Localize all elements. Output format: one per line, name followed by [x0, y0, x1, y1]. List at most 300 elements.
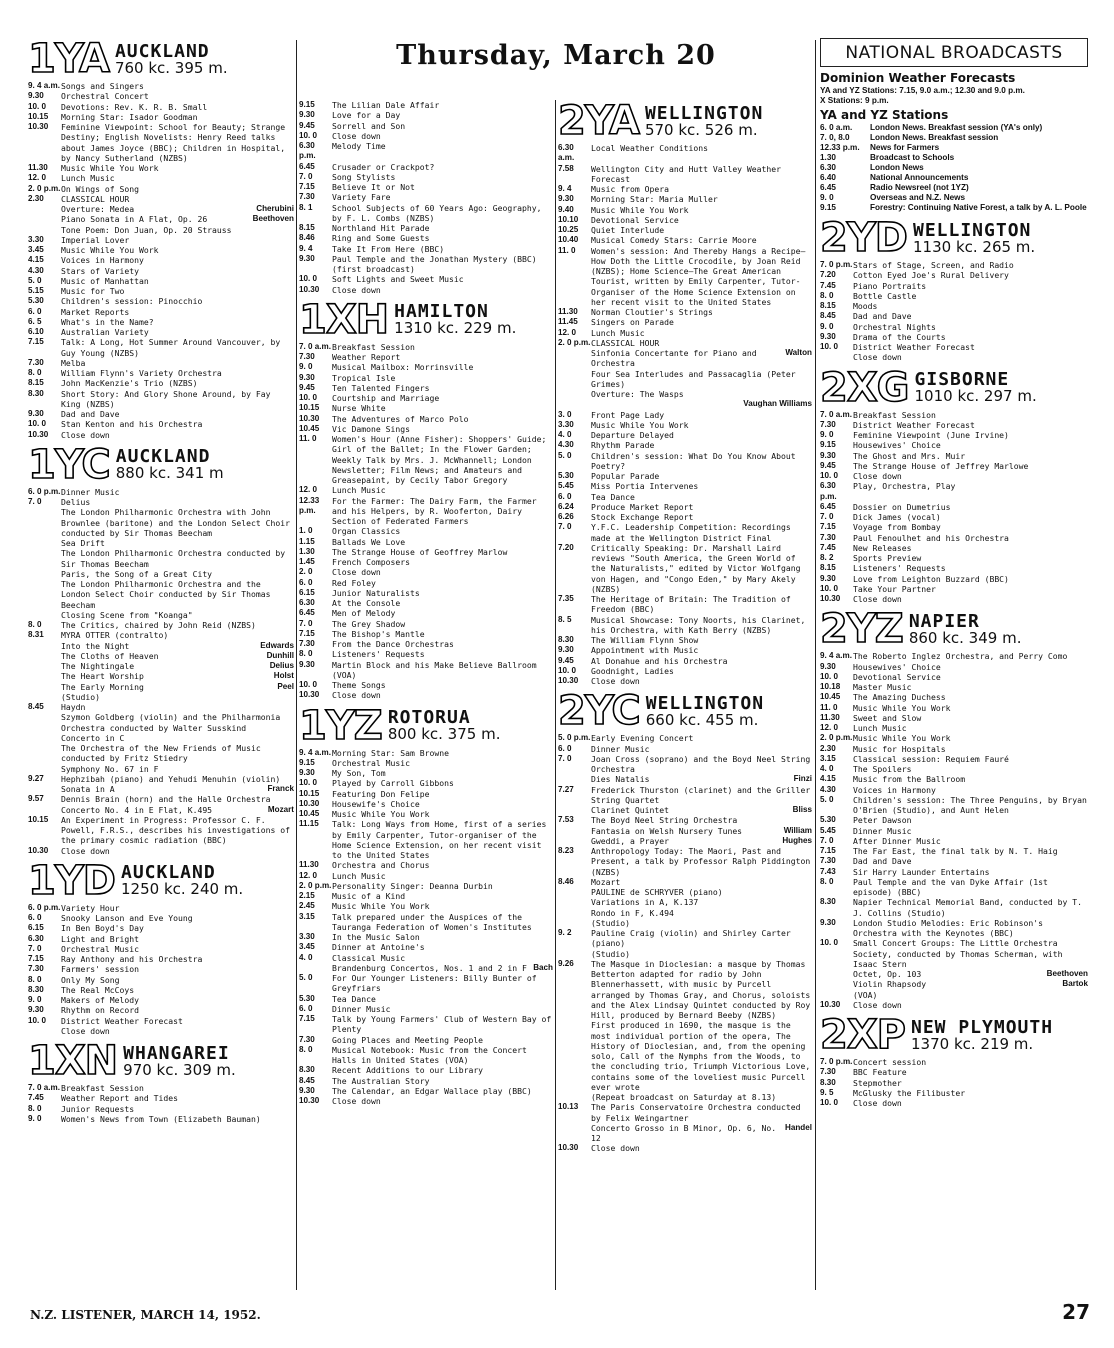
- schedule-row: [299, 1096, 553, 1106]
- schedule-row: [820, 461, 1088, 471]
- schedule-desc: Variety Fare: [332, 192, 391, 203]
- yayz-heading: YA and YZ Stations: [820, 108, 949, 122]
- schedule-row: [820, 1000, 1088, 1010]
- schedule-row: [299, 608, 553, 618]
- schedule-desc: (Studio): [591, 917, 630, 928]
- schedule-time: [558, 389, 591, 399]
- schedule-row: [28, 610, 294, 620]
- schedule-row: [558, 184, 812, 194]
- schedule-row: [820, 543, 1088, 553]
- schedule-time: 7. 0: [558, 522, 572, 532]
- schedule-desc: [61, 651, 294, 661]
- schedule-desc: Love for a Day: [332, 110, 401, 121]
- schedule-row: [558, 215, 812, 225]
- schedule-time: 8. 0: [28, 620, 42, 629]
- schedule-time: 10. 0: [299, 393, 318, 402]
- schedule-desc: Produce Market Report: [591, 501, 694, 512]
- schedule-desc: News for Farmers: [870, 143, 940, 152]
- schedule-desc: Overseas and N.Z. News: [870, 193, 966, 202]
- schedule-desc: Weather Report and Tides: [61, 1093, 178, 1104]
- schedule-row: [28, 661, 294, 671]
- schedule-row: [558, 594, 812, 615]
- station-city: WELLINGTON: [913, 219, 1032, 241]
- schedule-time: 8.15: [28, 378, 44, 388]
- spacer: [558, 1154, 812, 1158]
- schedule-row: [820, 826, 1088, 836]
- schedule-time: 7.30: [820, 419, 836, 429]
- schedule-desc: Take Your Partner: [853, 583, 936, 594]
- schedule-time: 7. 0 p.m.: [820, 260, 853, 269]
- schedule-row: [28, 774, 294, 784]
- schedule-row: [28, 327, 294, 337]
- schedule-desc: Master Music: [853, 682, 912, 692]
- schedule-time: 4.30: [28, 265, 44, 275]
- schedule-row: [28, 692, 294, 702]
- station-city: HAMILTON: [394, 301, 489, 323]
- schedule-desc: Soft Lights and Sweet Music: [332, 274, 464, 285]
- station-frequency: 860 kc. 349 m.: [908, 628, 1022, 647]
- schedule-time: 7.15: [299, 182, 315, 191]
- schedule-desc: The Orchestra of the New Friends of Music conducted by Fritz Stiedry: [61, 743, 261, 764]
- schedule-time: [28, 784, 61, 794]
- schedule-row: [820, 651, 1088, 661]
- schedule-row: [299, 547, 553, 557]
- schedule-time: 7. 0 a.m.: [28, 1083, 60, 1092]
- schedule-row: [299, 588, 553, 598]
- schedule-row: [558, 481, 812, 491]
- schedule-list: [28, 81, 294, 440]
- schedule-row: [820, 1078, 1088, 1088]
- schedule-row: [299, 141, 553, 162]
- station-info: [911, 1016, 1054, 1053]
- schedule-row: [299, 901, 553, 911]
- schedule-time: 5.30: [299, 993, 315, 1003]
- schedule-time: 10.45: [299, 809, 320, 818]
- composer: Peel: [277, 681, 294, 691]
- schedule-desc: Lunch Music: [61, 173, 115, 184]
- schedule-desc: Devotions: Rev. K. R. B. Small: [61, 101, 208, 112]
- station-city: WHANGAREI: [123, 1042, 230, 1064]
- schedule-desc: Rhythm on Record: [61, 1005, 139, 1016]
- schedule-time: 8. 0: [820, 290, 834, 300]
- schedule-desc: Children's session: Pinocchio: [61, 296, 203, 307]
- schedule-time: 9. 0: [299, 362, 313, 372]
- schedule-row: [820, 584, 1088, 594]
- schedule-time: 11.30: [28, 163, 48, 172]
- station-header: [299, 296, 553, 343]
- schedule-desc: Four Sea Interludes and Passacaglia (Peter Grimes): [591, 368, 796, 389]
- schedule-time: 6.15: [28, 923, 44, 933]
- schedule-desc: Only My Song: [61, 974, 120, 985]
- schedule-row: [558, 1123, 812, 1144]
- schedule-time: 1.30: [299, 546, 315, 556]
- schedule-desc: London News: [870, 163, 924, 172]
- schedule-time: 12.33 p.m.: [299, 495, 320, 515]
- schedule-desc: Forestry: Continuing Native Forest, a talk by A. L. Poole: [870, 203, 1087, 212]
- schedule-desc: Departure Delayed: [591, 430, 674, 440]
- schedule-desc: Music While You Work: [332, 901, 430, 912]
- schedule-desc: Piano Portraits: [853, 280, 927, 291]
- schedule-row: [28, 389, 294, 410]
- schedule-row: [28, 1016, 294, 1026]
- schedule-row: [558, 928, 812, 949]
- schedule-time: 10.45: [299, 423, 320, 433]
- schedule-desc: Orchestral Music: [61, 943, 139, 954]
- schedule-desc: Australian Variety: [61, 327, 149, 337]
- schedule-row: [299, 393, 553, 403]
- schedule-desc: The Heritage of Britain: The Tradition of Freedom (BBC): [591, 594, 791, 615]
- schedule-time: 9.30: [820, 917, 836, 927]
- schedule-desc: Tone Poem: Don Juan, Op. 20 Strauss: [61, 224, 232, 235]
- schedule-time: 12. 0: [558, 327, 577, 337]
- schedule-row: [820, 979, 1088, 989]
- schedule-time: 10.30: [820, 999, 841, 1009]
- schedule-row: [558, 1102, 812, 1123]
- schedule-desc: Men of Melody: [332, 608, 396, 619]
- schedule-row: [299, 414, 553, 424]
- schedule-desc: Vic Damone Sings: [332, 423, 410, 434]
- schedule-time: 10. 0: [558, 665, 577, 675]
- schedule-time: 6.30: [299, 598, 315, 607]
- schedule-desc: Paris, the Song of a Great City: [61, 568, 213, 579]
- schedule-time: 10.30: [820, 594, 841, 603]
- schedule-desc: John MacKenzie's Trio (NZBS): [61, 378, 198, 389]
- schedule-desc: [61, 682, 294, 692]
- schedule-desc: Bottle Castle: [853, 290, 917, 301]
- schedule-row: [28, 430, 294, 440]
- schedule-time: 8. 0: [299, 1044, 313, 1054]
- schedule-desc: Close down: [853, 1098, 902, 1108]
- schedule-desc: School Subjects of 60 Years Ago: Geography, by F. L. Combs (NZBS): [332, 202, 542, 223]
- schedule-row: [28, 620, 294, 630]
- schedule-desc: First produced in 1690, the masque is the most individual portion of the opera, The History of Dioclesian, and, from the opening solo, Call of the Nymphs from the Woods, to the concluding trio, Triumph Victorious Love, contains some of the loveliest music Purcell ever wrote: [591, 1020, 811, 1092]
- schedule-row: [558, 615, 812, 636]
- schedule-row: [28, 286, 294, 296]
- schedule-desc: Local Weather Conditions: [591, 143, 708, 153]
- schedule-desc: [61, 671, 294, 681]
- schedule-row: [28, 985, 294, 995]
- schedule-time: 10. 0: [820, 342, 839, 351]
- schedule-desc: Close down: [853, 352, 902, 363]
- schedule-time: 10. 0: [820, 671, 839, 681]
- schedule-time: 2. 0: [299, 567, 313, 577]
- schedule-time: 3.15: [299, 911, 315, 921]
- schedule-desc: In the Music Salon: [332, 932, 420, 942]
- schedule-desc: Featuring Don Felipe: [332, 788, 430, 799]
- schedule-desc: The Adventures of Marco Polo: [332, 413, 469, 424]
- schedule-time: [820, 969, 853, 979]
- schedule-row: [820, 918, 1088, 939]
- schedule-time: 7.15: [820, 846, 836, 855]
- schedule-time: 9. 4 a.m.: [28, 81, 60, 90]
- schedule-desc: At the Console: [332, 598, 401, 608]
- schedule-time: 10.30: [299, 284, 320, 294]
- schedule-desc: (Repeat broadcast on Saturday at 8.13): [591, 1092, 777, 1102]
- schedule-row: [299, 110, 553, 120]
- schedule-time: 8.23: [558, 846, 574, 855]
- schedule-desc: Music While You Work: [61, 163, 159, 173]
- schedule-desc: Listeners' Requests: [853, 563, 946, 574]
- composer: Bach: [533, 962, 553, 972]
- column-rule: [555, 100, 556, 1290]
- station-callsign: 2YC: [558, 688, 640, 735]
- schedule-time: [28, 661, 61, 671]
- schedule-row: [299, 1086, 553, 1096]
- schedule-desc: Crusader or Crackpot?: [332, 161, 435, 172]
- schedule-time: 10. 0: [28, 1015, 47, 1025]
- schedule-time: 3.45: [299, 942, 315, 952]
- schedule-desc: Frederick Thurston (clarinet) and the Griller String Quartet: [591, 784, 811, 805]
- schedule-row: [820, 512, 1088, 522]
- schedule-time: 10.15: [28, 111, 49, 121]
- schedule-desc: Women's session: And Thereby Hangs a Recipe—How Doth the Little Crocodile, by Joan Reid (NZBS); Home Science—The Great American Tourist, written by Emily Carpenter, Tutor-Organiser of the Home Science Extension on her recent visit to the United States: [591, 245, 806, 307]
- schedule-row: [299, 598, 553, 608]
- schedule-desc: Classical session: Requiem Fauré: [853, 753, 1009, 764]
- schedule-desc: [332, 963, 553, 973]
- schedule-time: 10.30: [299, 690, 320, 700]
- schedule-row: [558, 846, 812, 877]
- schedule-desc: Classical Music: [332, 952, 406, 963]
- schedule-desc: Talk by Young Farmers' Club of Western Bay of Plenty: [332, 1014, 552, 1035]
- schedule-row: [558, 676, 812, 686]
- work-title: Brandenburg Concertos, Nos. 1 and 2 in F: [332, 962, 527, 973]
- schedule-desc: Mozart: [591, 876, 621, 887]
- schedule-desc: Norman Cloutier's Strings: [591, 307, 713, 317]
- schedule-row: [28, 1114, 294, 1124]
- schedule-row: [299, 881, 553, 891]
- schedule-desc: Breakfast Session: [853, 409, 936, 420]
- schedule-row: [299, 100, 553, 110]
- schedule-time: 7.30: [28, 357, 44, 367]
- schedule-row: [299, 629, 553, 639]
- schedule-desc: District Weather Forecast: [61, 1015, 183, 1026]
- weather-line: X Stations: 9 p.m.: [820, 96, 889, 105]
- schedule-desc: MYRA OTTER (contralto): [61, 630, 169, 641]
- schedule-row: [558, 512, 812, 522]
- schedule-desc: London Studio Melodies: Eric Robinson's Orchestra with the Keynotes (BBC): [853, 917, 1044, 938]
- schedule-time: 7.45: [820, 280, 836, 290]
- schedule-time: [558, 1092, 591, 1102]
- schedule-time: 9.45: [820, 460, 836, 470]
- national-row: [820, 163, 1088, 173]
- schedule-desc: McGlusky the Filibuster: [853, 1087, 966, 1098]
- schedule-row: [28, 815, 294, 846]
- schedule-time: 5.15: [28, 286, 44, 295]
- schedule-row: [558, 949, 812, 959]
- schedule-time: 7.20: [558, 542, 574, 552]
- work-title: Violin Rhapsody: [853, 979, 927, 990]
- schedule-row: [28, 733, 294, 743]
- schedule-time: 5. 0: [820, 794, 834, 804]
- schedule-row: [28, 317, 294, 327]
- schedule-desc: Martin Block and his Make Believe Ballroom (VOA): [332, 659, 537, 680]
- schedule-row: [299, 690, 553, 700]
- schedule-desc: [61, 661, 294, 671]
- schedule-list: [820, 410, 1088, 605]
- schedule-desc: Peter Dawson: [853, 815, 912, 826]
- schedule-time: 11. 0: [558, 245, 576, 255]
- schedule-desc: Paul Fenoulhet and his Orchestra: [853, 532, 1009, 543]
- schedule-time: 7.58: [558, 163, 574, 173]
- schedule-row: [299, 244, 553, 254]
- schedule-row: [299, 192, 553, 202]
- schedule-time: [28, 548, 61, 569]
- schedule-desc: Morning Star: Maria Muller: [591, 194, 718, 205]
- schedule-row: [299, 1076, 553, 1086]
- schedule-desc: Dinner Music: [61, 486, 120, 497]
- footer-publication: N.Z. LISTENER, MARCH 14, 1952.: [30, 1308, 261, 1322]
- schedule-row: [558, 389, 812, 399]
- schedule-desc: On Wings of Song: [61, 183, 139, 194]
- page-date-header: Thursday, March 20: [396, 40, 716, 71]
- schedule-time: 2.15: [299, 891, 315, 900]
- schedule-time: 11.30: [558, 307, 578, 316]
- composer: Mozart: [267, 804, 294, 814]
- national-row: [820, 123, 1088, 133]
- schedule-row: [820, 703, 1088, 713]
- schedule-time: [820, 979, 853, 989]
- schedule-time: 9.30: [299, 110, 315, 120]
- schedule-row: [28, 682, 294, 692]
- schedule-row: [558, 502, 812, 512]
- schedule-row: [820, 594, 1088, 604]
- schedule-time: 10.30: [28, 429, 49, 439]
- schedule-row: [558, 815, 812, 825]
- schedule-desc: Dad and Dave: [853, 311, 912, 322]
- schedule-row: [299, 942, 553, 952]
- schedule-row: [28, 358, 294, 368]
- schedule-row: [820, 563, 1088, 573]
- schedule-time: [28, 1026, 61, 1036]
- schedule-time: 9.30: [299, 659, 315, 669]
- schedule-row: [28, 266, 294, 276]
- schedule-desc: Napier Technical Memorial Band, conducted by T. J. Collins (Studio): [853, 897, 1083, 918]
- schedule-desc: Courtship and Marriage: [332, 393, 440, 403]
- schedule-row: [28, 122, 294, 163]
- schedule-desc: Nurse White: [332, 403, 386, 414]
- schedule-row: [299, 891, 553, 901]
- station-city: AUCKLAND: [115, 446, 211, 468]
- schedule-time: [28, 507, 61, 538]
- station-frequency: 1310 kc. 229 m.: [394, 319, 517, 338]
- schedule-time: [558, 805, 591, 815]
- schedule-time: 10.45: [820, 692, 841, 702]
- schedule-desc: Children's session: What Do You Know About Poetry?: [591, 450, 796, 471]
- schedule-desc: Feminine Viewpoint: School for Beauty; Strange Destiny; English Novelists: Henry Reed talks about James Joyce (BBC); Children in Hospital, by Nancy Sutherland (NZBS): [61, 122, 286, 163]
- schedule-desc: [61, 641, 294, 651]
- schedule-row: [558, 164, 812, 185]
- schedule-desc: Variety Hour: [61, 902, 120, 913]
- schedule-desc: Dinner Music: [853, 825, 912, 836]
- schedule-desc: Melody Time: [332, 141, 386, 151]
- schedule-desc: [61, 214, 294, 224]
- schedule-desc: Devotional Service: [591, 214, 679, 225]
- schedule-row: [558, 785, 812, 806]
- station-frequency: 570 kc. 526 m.: [644, 120, 758, 139]
- schedule-row: [558, 635, 812, 645]
- schedule-time: 7.20: [820, 270, 836, 280]
- schedule-desc: Tea Dance: [332, 993, 376, 1004]
- schedule-desc: District Weather Forecast: [853, 342, 975, 352]
- national-row: [820, 203, 1088, 213]
- schedule-row: [558, 471, 812, 481]
- schedule-time: 6.30: [28, 933, 44, 943]
- schedule-time: 1.15: [299, 536, 315, 546]
- schedule-time: 7.30: [820, 1067, 836, 1077]
- schedule-time: 3.45: [28, 245, 44, 254]
- schedule-row: [299, 557, 553, 567]
- schedule-row: [28, 764, 294, 774]
- schedule-time: 8.45: [820, 311, 836, 321]
- schedule-time: 9.45: [558, 655, 574, 665]
- schedule-row: [299, 352, 553, 362]
- schedule-time: 7. 0 p.m.: [820, 1057, 853, 1066]
- schedule-time: 10. 0: [820, 471, 839, 480]
- schedule-row: [28, 214, 294, 224]
- schedule-time: 8.15: [299, 223, 315, 232]
- station-info: [388, 709, 501, 742]
- schedule-time: 6.30 a.m.: [558, 143, 575, 163]
- schedule-time: 7. 0: [820, 512, 834, 521]
- schedule-desc: [853, 969, 1088, 979]
- schedule-time: 7.30: [299, 352, 315, 361]
- schedule-row: [820, 754, 1088, 764]
- schedule-desc: Close down: [332, 1096, 381, 1106]
- schedule-row: [28, 923, 294, 933]
- schedule-desc: Goodnight, Ladies: [591, 665, 674, 676]
- schedule-desc: William Flynn's Variety Orchestra: [61, 368, 222, 378]
- schedule-desc: [853, 979, 1088, 989]
- schedule-time: 8. 1: [299, 202, 313, 212]
- station-info: [121, 864, 243, 897]
- schedule-desc: Recent Additions to our Library: [332, 1065, 484, 1076]
- schedule-row: [28, 1104, 294, 1114]
- schedule-desc: The Strange House of Geoffrey Marlow: [332, 546, 508, 557]
- schedule-time: 7.53: [558, 815, 574, 825]
- schedule-row: [820, 723, 1088, 733]
- schedule-time: [558, 908, 591, 918]
- schedule-row: [299, 434, 553, 485]
- schedule-row: [28, 671, 294, 681]
- schedule-time: 6.30: [820, 163, 836, 172]
- schedule-row: [820, 867, 1088, 877]
- composer: Vaughan Williams: [743, 399, 812, 409]
- schedule-desc: Close down: [332, 567, 381, 578]
- schedule-desc: Dinner Music: [332, 1003, 391, 1014]
- schedule-desc: Close down: [853, 999, 902, 1010]
- schedule-row: [28, 235, 294, 245]
- schedule-row: [558, 897, 812, 907]
- schedule-row: [28, 276, 294, 286]
- schedule-row: [299, 285, 553, 295]
- schedule-time: 9.30: [28, 1005, 44, 1015]
- schedule-time: 9. 4: [299, 243, 313, 253]
- schedule-time: 8.30: [820, 897, 836, 907]
- work-title: Into the Night: [61, 640, 130, 651]
- schedule-time: 11.45: [558, 317, 578, 327]
- schedule-row: [558, 543, 812, 594]
- schedule-row: [820, 990, 1088, 1000]
- schedule-row: [299, 963, 553, 973]
- station-info: [913, 219, 1036, 256]
- schedule-desc: Music While You Work: [61, 245, 159, 255]
- schedule-time: 8.45: [28, 702, 44, 711]
- schedule-desc: Pauline Craig (violin) and Shirley Carter (piano): [591, 928, 791, 949]
- station-city: GISBORNE: [914, 369, 1010, 390]
- schedule-time: 7. 0: [299, 171, 313, 181]
- schedule-time: 4. 0: [820, 764, 834, 773]
- schedule-row: [299, 203, 553, 224]
